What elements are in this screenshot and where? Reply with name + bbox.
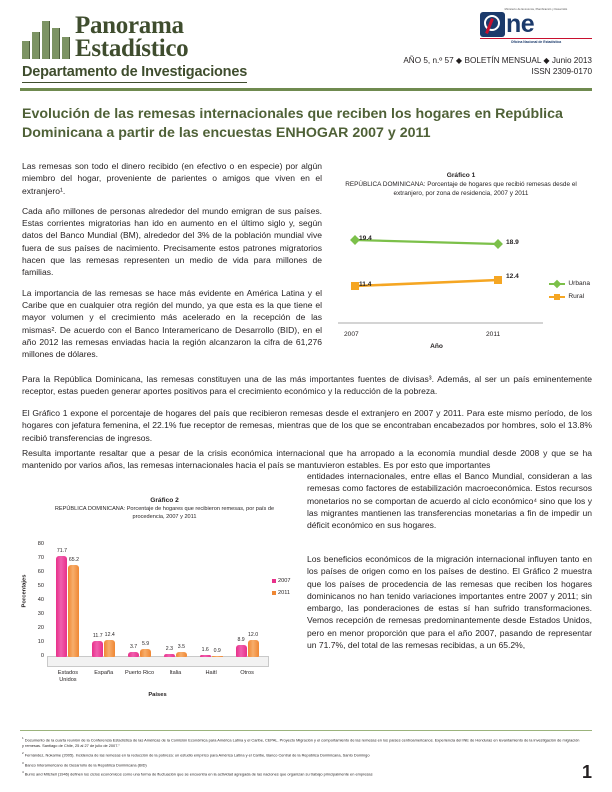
bar-group-otros: [236, 632, 259, 657]
bar-estados-unidos-2011: [68, 557, 79, 657]
bar-value-haiti-2011: 0.9: [213, 647, 221, 654]
one-letters: ne: [506, 10, 535, 38]
grafico2-y-axis-title: Porcentajes: [21, 574, 28, 608]
legend-line-rural-icon: [549, 296, 565, 298]
grafico1-legend: [549, 280, 590, 306]
chart-grafico-2: [22, 497, 307, 712]
grafico2-bar-groups: [50, 544, 265, 657]
footnote-3-text: Banco Interamericano de Desarrollo de la República Dominicana (BID): [24, 762, 147, 768]
bar-haiti-2007: [200, 646, 211, 657]
grafico2-x-ticks: [50, 670, 265, 683]
grafico2-ytick-80: 80: [37, 541, 44, 548]
paragraph-2: Cada año millones de personas alrededor del mundo emigran de sus países. Estas corrientes migratorias han ido en aumento en el último siglo y, según datos del Banco Mundial (BM), alrededor del 3% de la población mundial vive fuera de sus países de nacimiento. Precisamente estos patrones migratorios hacen que las remesas representen un medio de vida para millones de familias.: [22, 205, 322, 278]
bar-value-haiti-2007: 1.6: [201, 646, 209, 653]
paragraph-1: Las remesas son todo el dinero recibido (en efectivo o en especie) por algún miembro del hogar, proveniente de parientes o amigos que viven en el extranjero¹.: [22, 161, 322, 196]
fullwidth-block-2: [22, 407, 592, 452]
publication-logo: [22, 8, 342, 83]
issn-line: ISSN 2309-0170: [531, 67, 592, 76]
header-divider: [20, 88, 592, 91]
grafico2-ytick-50: 50: [37, 583, 44, 590]
page-title: Evolución de las remesas internacionales que reciben los hogares en República Dominicana a partir de las encuestas ENHOGAR 2007 y 2011: [22, 106, 563, 142]
grafico2-legend: [272, 578, 290, 602]
grafico1-plot-area: [330, 202, 592, 350]
bar-value-puerto-rico-2011: 5.9: [141, 640, 150, 647]
legend-label-2011: 2011: [278, 590, 291, 597]
legend-label-urbana: Urbana: [568, 280, 590, 288]
legend-item-urbana: [549, 280, 590, 287]
logo-word-estadistico: Estadístico: [75, 35, 189, 62]
footnote-2-text: Fernández, Nokarine (2005). Incidencia de las remesas en la reducción de la pobreza: un estudio empírico para América Latina y el Caribe, Banco Central de la República Dominicana, Santo Domingo: [24, 752, 370, 758]
footnote-3: $^3$ Banco Interamericano de Desarrollo de la República Dominicana (BID): [22, 760, 147, 768]
bar-group-estados-unidos: [56, 548, 79, 657]
bar-value-estados-unidos-2007: 71.7: [56, 548, 67, 555]
footnote-4: $^4$ Burns and Mitchell (1946) definen los ciclos económicos como una forma de fluctuación que se encuentra en la actividad agregada de las naciones que organizan su trabajo principalmente en empresas: [22, 770, 373, 777]
grafico2-ytick-40: 40: [37, 597, 44, 604]
grafico2-title: Gráfico 2: [150, 497, 179, 504]
bar-value-espana-2011: 12.4: [104, 631, 115, 638]
bar-value-puerto-rico-2007: 3.7: [129, 643, 138, 650]
left-column-text: [22, 160, 322, 368]
grafico2-ytick-0: 0: [40, 653, 44, 660]
grafico1-label-urbana-2007: 19.4: [359, 235, 372, 243]
grafico1-label-rural-2007: 11.4: [359, 281, 372, 289]
grafico1-x-axis: [338, 322, 543, 324]
bar-group-italia: [164, 644, 187, 657]
masthead-info: [362, 8, 592, 76]
footnotes-block: [22, 736, 582, 780]
paragraph-5: El Gráfico 1 expone el porcentaje de hogares del país que recibieron remesas desde el extranjero en 2007 y 2011. Para este mismo período, de los hogares con jefatura femenina, el 22.1% fue receptor de remesas, mientras que de los que se encontraban encabezados por hombres, solo el 13.8% recibió transferencias de ingresos.: [22, 408, 592, 443]
bar-espana-2011: [104, 631, 115, 658]
bar-value-estados-unidos-2011: 65.2: [68, 557, 79, 564]
grafico1-title: Gráfico 1: [446, 172, 476, 179]
page-number: 1: [581, 762, 592, 782]
grafico2-xtick-puerto-rico: Puerto Rico: [124, 670, 155, 677]
footer-divider: [20, 730, 592, 731]
one-o-icon: [480, 12, 505, 37]
grafico1-xtick-2007: 2007: [344, 331, 359, 339]
logo-word-panorama: Panorama: [75, 12, 184, 39]
one-caption: Oficina Nacional de Estadística: [480, 38, 592, 44]
grafico2-xtick-italia: Italia: [169, 670, 182, 677]
paragraph-7: entidades internacionales, entre ellas el Banco Mundial, consideran a las remesas como factores de estabilización macroeconómica. Estos recursos monetarios no se comportan de acuerdo al ciclo económico⁴ sino que los y las migrantes mantienen las transferencias monetarias a fin de impedir un déficit económico en sus hogares.: [307, 471, 592, 531]
ministry-label: Ministerio de Economía, Planificación y Desarrollo: [504, 8, 568, 11]
legend-item-2011: [272, 590, 290, 596]
one-logo: [480, 8, 592, 44]
grafico2-ytick-20: 20: [37, 625, 44, 632]
legend-label-2007: 2007: [278, 578, 291, 585]
bar-value-espana-2007: 11.7: [92, 632, 103, 639]
legend-item-2007: [272, 578, 290, 584]
page-header: [0, 0, 612, 92]
bar-value-italia-2011: 3.5: [177, 644, 185, 651]
bar-otros-2011: [247, 632, 259, 657]
grafico2-ytick-60: 60: [37, 569, 44, 576]
grafico2-subtitle: REPÚBLICA DOMINICANA: Porcentaje de hogares que recibieron remesas, por país de procedencia, 2007 y 2011: [54, 506, 275, 520]
grafico2-xtick-estados-unidos: Estados Unidos: [57, 670, 79, 683]
bar-group-haiti: [200, 646, 223, 657]
paragraph-3: La importancia de las remesas se hace más evidente en América Latina y el Caribe que en cualquier otra región del mundo, ya que esta es la que tiene el mayor volumen y el crecimiento más acelerado en la recepción de las mismas². De acuerdo con el Banco Interamericano de Desarrollo (BID), en el año 2012 las remesas enviadas hacia la región alcanzaron la cifra de 61,276 millones de dólares.: [22, 287, 322, 360]
bar-italia-2011: [176, 644, 187, 657]
legend-swatch-2007-icon: [272, 579, 276, 583]
bar-espana-2007: [92, 632, 103, 658]
legend-swatch-2011-icon: [272, 591, 276, 595]
paragraph-4: Para la República Dominicana, las remesas constituyen una de las más importantes fuentes de divisas³. Además, al ser un país eminentemente receptor, estas pueden generar aportes positivos para el crecimiento económico y la reducción de la pobreza.: [22, 374, 592, 397]
legend-label-rural: Rural: [568, 293, 585, 301]
grafico2-xtick-otros: Otros: [240, 670, 254, 677]
bar-italia-2007: [164, 645, 175, 657]
grafico2-xtick-haiti: Haití: [205, 670, 217, 677]
footnote-1-text: Documento de la cuarta reunión de la Conferencia Estadística de las Américas de la Comisión Económica para América Latina y el Caribe, CEPAL. Proyecto Migración y el comportamiento de las remesas en los países centroamericanos. Experiencia del INE de Honduras en levantamiento de la investigación de migración y remesas. Santiago de Chile, 25 al 27 de julio de 2007.”: [22, 737, 580, 748]
bar-chart-logo-icon: [22, 19, 70, 60]
paragraph-8: Los beneficios económicos de la migración internacional influyen tanto en los países de origen como en los países de destino. El Gráfico 2 muestra que los países de procedencia de las remesas que reciben los hogares dominicanos no han tenido variaciones importantes entre 2007 y 2011; sin embargo, las ponderaciones de estas sí han sufrido transformaciones. Vemos recepción de remesas predominantemente desde Estados Unidos, pero en menor proporción que para el año 2007, pasando de representar un 71.7%, del total de las remesas recibidas, a un 65.2%,: [307, 554, 592, 651]
grafico2-axis-floor: [47, 656, 269, 667]
chart-grafico-1: [330, 172, 592, 360]
bar-estados-unidos-2007: [56, 548, 67, 657]
grafico1-x-axis-title: Año: [430, 343, 443, 351]
bar-otros-2007: [236, 636, 247, 658]
right-column-block-1: [307, 470, 592, 539]
bar-group-espana: [92, 631, 115, 658]
bar-puerto-rico-2011: [140, 640, 151, 657]
issue-line: AÑO 5, n.º 57 ◆ BOLETÍN MENSUAL ◆ Junio 2013: [403, 56, 592, 65]
bar-haiti-2011: [212, 647, 223, 657]
legend-item-rural: [549, 293, 590, 300]
grafico1-label-urbana-2011: 18.9: [506, 239, 519, 247]
legend-line-urbana-icon: [549, 283, 565, 285]
bar-value-italia-2007: 2.3: [165, 645, 173, 652]
grafico2-ytick-70: 70: [37, 555, 44, 562]
bar-value-otros-2007: 8.9: [237, 636, 245, 643]
grafico1-label-rural-2011: 12.4: [506, 273, 519, 281]
grafico1-subtitle: REPÚBLICA DOMINICANA: Porcentaje de hogares que recibió remesas desde el extranjero, por zona de residencia, 2007 y 2011: [345, 181, 577, 197]
fullwidth-block-1: [22, 373, 592, 406]
grafico2-ytick-10: 10: [37, 639, 44, 646]
grafico1-series-svg: [330, 202, 592, 350]
grafico2-x-axis-title: Países: [148, 692, 167, 699]
footnote-2: $^2$ Fernández, Nokarine (2005). Incidencia de las remesas en la reducción de la pobreza: un estudio empírico para América Latina y el Caribe, Banco Central de la República Dominicana, Santo Domingo: [22, 751, 370, 758]
grafico1-xtick-2011: 2011: [486, 331, 501, 339]
grafico2-xtick-espana: España: [94, 670, 114, 677]
paragraph-6: Resulta importante resaltar que a pesar de la crisis económica internacional que ha arropado a la economía mundial desde 2008 y que se ha mantenido por varios años, las remesas internacionales hacia el país se mantuvieron estables. Es por esto que importantes: [22, 448, 592, 471]
footnote-1: $^1$ Documento de la cuarta reunión de la Conferencia Estadística de las Américas de la Comisión Económica para América Latina y el Caribe, CEPAL. Proyecto Migración y el comportamiento de las remesas en los países centroamericanos. Experiencia del INE de Honduras en levantamiento de la investigación de migración y remesas. Santiago de Chile, 25 al 27 de julio de 2007.”: [22, 736, 580, 748]
bar-group-puerto-rico: [128, 640, 151, 657]
grafico2-ytick-30: 30: [37, 611, 44, 618]
bar-puerto-rico-2007: [128, 643, 139, 657]
footnote-4-text: Burns and Mitchell (1946) definen los ciclos económicos como una forma de fluctuación que se encuentra en la actividad agregada de las naciones que organizan su trabajo principalmente en empresas: [24, 771, 373, 777]
right-column-block-2: [307, 553, 592, 659]
grafico2-plot-area: [22, 526, 307, 706]
department-subtitle: Departamento de Investigaciones: [22, 64, 247, 83]
bar-value-otros-2011: 12.0: [247, 632, 259, 639]
